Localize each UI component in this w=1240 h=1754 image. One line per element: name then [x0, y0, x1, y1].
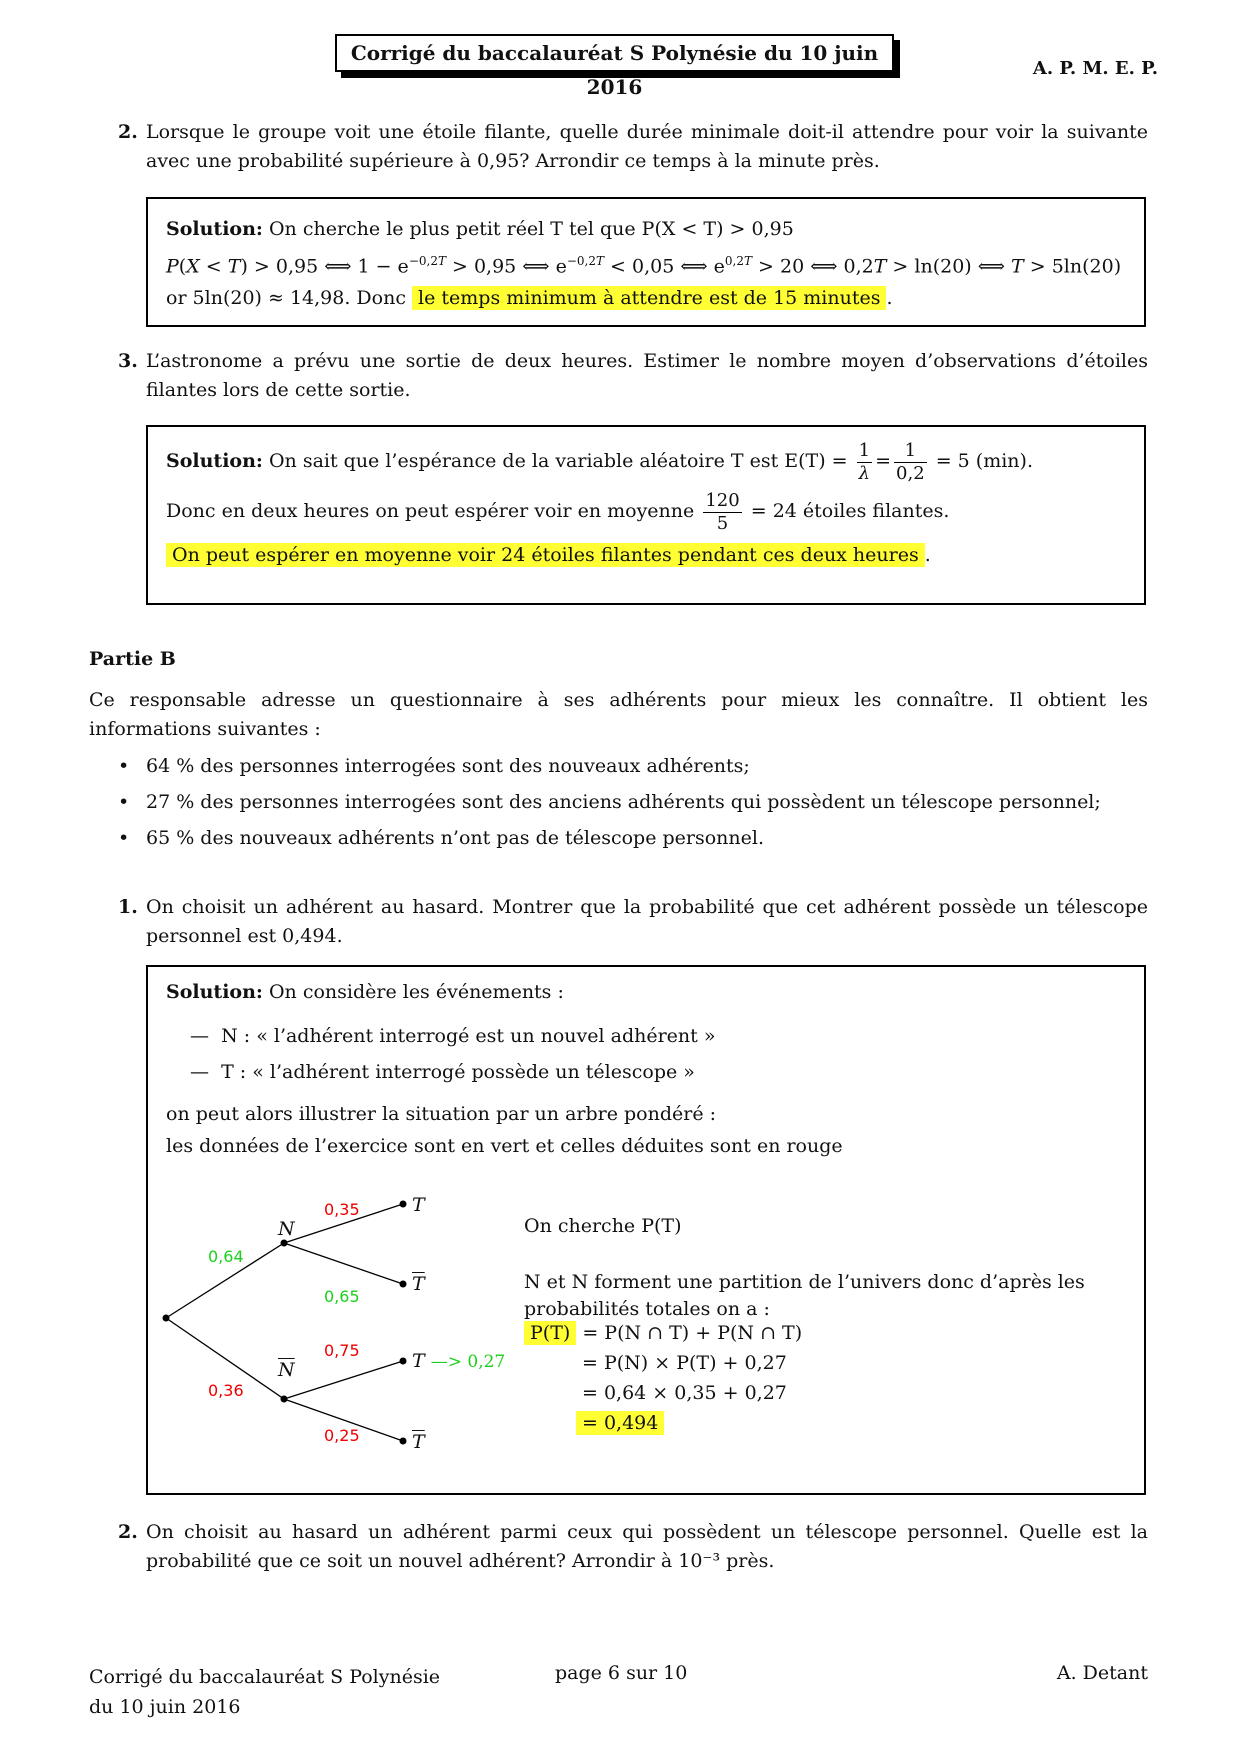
calc-line: = P(N) × P(T) + 0,27 — [582, 1352, 787, 1374]
tree-node — [281, 1396, 288, 1403]
tree-node — [400, 1281, 407, 1288]
result-highlight: = 0,494 — [576, 1411, 664, 1435]
solution-line: les données de l’exercice sont en vert et celles déduites sont en rouge — [166, 1135, 843, 1157]
leaf-label-t: T — [412, 1194, 425, 1216]
footer-author: A. Detant — [1056, 1662, 1148, 1684]
branch-prob-t-given-nbar: 0,75 — [324, 1341, 360, 1360]
question-b2 — [118, 1518, 1148, 1576]
solution-line: or 5ln(20) ≈ 14,98. Donc — [166, 287, 406, 310]
list-item: • 64 % des personnes interrogées sont des nouveaux adhérents; — [118, 748, 1148, 784]
arrow-value: —> 0,27 — [430, 1352, 506, 1372]
solution-b1-box — [146, 965, 1146, 1495]
event-n: — N : « l’adhérent interrogé est un nouvel adhérent » — [190, 1025, 716, 1047]
solution-line: = 5 (min). — [935, 450, 1033, 472]
solution-highlight: le temps minimum à attendre est de 15 minutes — [412, 286, 886, 310]
tree-node — [400, 1201, 407, 1208]
leaf-t-with-arrow — [412, 1350, 505, 1372]
solution-label: Solution: — [166, 450, 263, 472]
event-text: N : « l’adhérent interrogé est un nouvel adhérent » — [221, 1025, 716, 1047]
info-bullet-list — [118, 748, 1148, 856]
solution-line: = 24 étoiles filantes. — [750, 500, 950, 522]
footer-left — [89, 1662, 440, 1722]
pt-highlight: P(T) — [524, 1321, 576, 1345]
fraction-120-5: $\frac{120}{5}$ — [705, 489, 740, 534]
fraction-1-lambda: $\frac{1}{\lambda}$ — [858, 439, 871, 484]
header-org: A. P. M. E. P. — [1032, 58, 1158, 79]
solution-line: On cherche le plus petit réel T tel que P(X < T) > 0,95 — [268, 218, 794, 240]
page-header-title: Corrigé du baccalauréat S Polynésie du 10 juin 2016 — [335, 34, 894, 72]
branch-prob-tbar-given-nbar: 0,25 — [324, 1426, 360, 1445]
event-t: — T : « l’adhérent interrogé possède un télescope » — [190, 1061, 695, 1083]
solution-label: Solution: — [166, 218, 263, 240]
solution-line: on peut alors illustrer la situation par un arbre pondéré : — [166, 1103, 717, 1125]
tree-node — [400, 1358, 407, 1365]
node-label-n: N — [278, 1218, 295, 1240]
branch-prob-n: 0,64 — [208, 1247, 244, 1266]
event-text: T : « l’adhérent interrogé possède un télescope » — [221, 1061, 695, 1083]
footer-title: Corrigé du baccalauréat S Polynésie — [89, 1666, 441, 1688]
node-label-nbar: $\overline{N}$ — [278, 1359, 295, 1381]
section-intro: Ce responsable adresse un questionnaire à ses adhérents pour mieux les connaître. Il obtient les informations suivantes : — [89, 689, 1148, 740]
list-item: • 65 % des nouveaux adhérents n’ont pas de télescope personnel. — [118, 820, 1148, 856]
leaf-label-tbar: $\overline{T}$ — [412, 1431, 425, 1453]
computation-lines — [524, 1318, 802, 1438]
solution-line: On sait que l’espérance de la variable aléatoire T est E(T) = — [268, 450, 848, 472]
question-number: 1. — [118, 896, 138, 918]
footer-date: du 10 juin 2016 — [89, 1696, 241, 1718]
section-title: Partie B — [89, 648, 176, 670]
question-number: 3. — [118, 350, 138, 372]
punctuation: . — [924, 544, 931, 566]
solution-2-box — [146, 197, 1146, 327]
computation-title: On cherche P(T) — [524, 1215, 682, 1237]
question-number: 2. — [118, 121, 138, 143]
solution-3-box: Solution: On sait que l’espérance de la variable aléatoire T est E(T) = $\frac{1}{\lambda}$ = $\frac{1}{0,2}$ = 5 (min). Donc en deux heures on peut espérer voir en moyenne $\frac{120}{5}$ = 24 étoiles filantes. On peut espérer en moyenne voir 24 étoiles filantes pendant ces deux heures . — [146, 425, 1146, 605]
tree-branch — [284, 1243, 403, 1284]
fraction-1-02: $\frac{1}{0,2}$ — [896, 439, 925, 484]
question-number: 2. — [118, 1521, 138, 1543]
tree-branch — [284, 1361, 403, 1399]
list-item: • 27 % des personnes interrogées sont des anciens adhérents qui possèdent un télescope personnel; — [118, 784, 1148, 820]
branch-prob-tbar-given-n: 0,65 — [324, 1287, 360, 1306]
solution-equation: P(X < T) > 0,95 ⟺ $1 - e^{-0,2T} > 0,95$ ⟺ $e^{-0,2T} < 0,05$ ⟺ $e^{0,2T} > 20$ ⟺ 0,2T > ln(20) ⟺ T > 5ln(20) — [166, 254, 1122, 278]
question-text: On choisit un adhérent au hasard. Montrer que la probabilité que cet adhérent possède un télescope personnel est 0,494. — [146, 896, 1148, 947]
leaf-label-tbar: $\overline{T}$ — [412, 1273, 425, 1295]
punctuation: . — [886, 287, 893, 310]
calc-line: = P(N ∩ T) + P(N ∩ T) — [582, 1322, 803, 1344]
question-2 — [118, 118, 1148, 176]
computation-intro: N et N forment une partition de l’univers donc d’après les probabilités totales on a : — [524, 1271, 1085, 1320]
tree-node — [400, 1438, 407, 1445]
page-number: page 6 sur 10 — [555, 1662, 688, 1684]
tree-node — [281, 1240, 288, 1247]
solution-line: Donc en deux heures on peut espérer voir en moyenne — [166, 500, 695, 522]
calc-line: = 0,64 × 0,35 + 0,27 — [582, 1382, 787, 1404]
leaf-label-t: T — [412, 1350, 425, 1372]
solution-label: Solution: — [166, 981, 263, 1003]
question-text: Lorsque le groupe voit une étoile filante, quelle durée minimale doit-il attendre pour voir la suivante avec une probabilité supérieure à 0,95? Arrondir ce temps à la minute près. — [146, 121, 1148, 172]
question-text: On choisit au hasard un adhérent parmi ceux qui possèdent un télescope personnel. Quelle est la probabilité que ce soit un nouvel adhérent? Arrondir à 10⁻³ près. — [146, 1521, 1148, 1572]
branch-prob-t-given-n: 0,35 — [324, 1200, 360, 1219]
solution-line: On considère les événements : — [268, 981, 564, 1003]
question-b1 — [118, 893, 1148, 951]
branch-prob-nbar: 0,36 — [208, 1381, 244, 1400]
solution-highlight: On peut espérer en moyenne voir 24 étoiles filantes pendant ces deux heures — [166, 543, 925, 567]
question-3 — [118, 347, 1148, 405]
tree-node — [163, 1315, 170, 1322]
question-text: L’astronome a prévu une sortie de deux heures. Estimer le nombre moyen d’observations d’étoiles filantes lors de cette sortie. — [146, 350, 1148, 401]
